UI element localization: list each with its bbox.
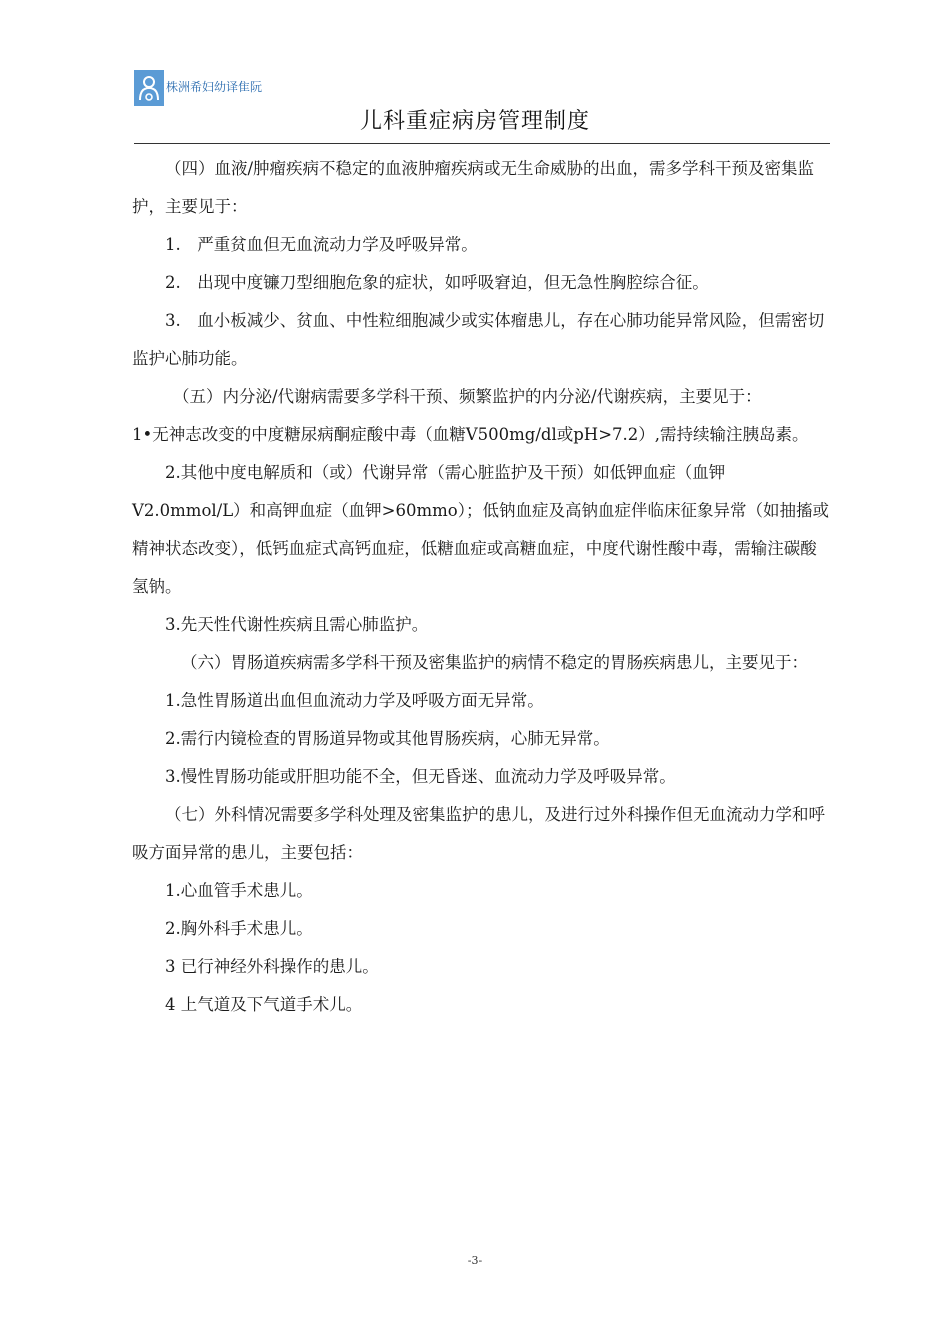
paragraph: 3.慢性胃肠功能或肝胆功能不全，但无昏迷、血流动力学及呼吸异常。 — [165, 767, 676, 786]
paragraph: 3. 血小板减少、贫血、中性粒细胞减少或实体瘤患儿，存在心肺功能异常风险，但需密切监护心肺功能。 — [132, 311, 825, 368]
header-divider — [134, 143, 830, 144]
paragraph: 2. 出现中度镰刀型细胞危象的症状，如呼吸窘迫，但无急性胸腔综合征。 — [165, 273, 709, 292]
hospital-logo-icon — [134, 70, 164, 106]
paragraph: 2.其他中度电解质和（或）代谢异常（需心脏监护及干预）如低钾血症（血钾V2.0mmol/L）和高钾血症（血钾>60mmo）；低钠血症及高钠血症伴临床征象异常（如抽搐或精神状态改变），低钙血症式高钙血症，低糖血症或高糖血症，中度代谢性酸中毒，需输注碳酸氢钠。 — [132, 463, 829, 596]
paragraph: （五）内分泌/代谢病需要多学科干预、频繁监护的内分泌/代谢疾病，主要见于： — [173, 387, 762, 406]
page-number: -3- — [467, 1254, 483, 1267]
paragraph: 3 已行神经外科操作的患儿。 — [165, 957, 379, 976]
paragraph: （六）胃肠道疾病需多学科干预及密集监护的病情不稳定的胃肠疾病患儿，主要见于： — [181, 653, 808, 672]
paragraph: 1•无神志改变的中度糖尿病酮症酸中毒（血糖V500mg/dl或pH>7.2）,需持续输注胰岛素。 — [132, 425, 809, 444]
paragraph: 2.需行内镜检查的胃肠道异物或其他胃肠疾病，心肺无异常。 — [165, 729, 610, 748]
paragraph: 1.急性胃肠道出血但血流动力学及呼吸方面无异常。 — [165, 691, 544, 710]
paragraph: 2.胸外科手术患儿。 — [165, 919, 313, 938]
paragraph: 1.心血管手术患儿。 — [165, 881, 313, 900]
paragraph: 1. 严重贫血但无血流动力学及呼吸异常。 — [165, 235, 478, 254]
paragraph: （七）外科情况需要多学科处理及密集监护的患儿，及进行过外科操作但无血流动力学和呼吸方面异常的患儿，主要包括： — [132, 805, 825, 862]
paragraph: 3.先天性代谢性疾病且需心肺监护。 — [165, 615, 429, 634]
document-body — [132, 150, 832, 1024]
hospital-name: 株洲希妇幼译隹阮 — [166, 80, 263, 94]
document-title: 儿科重症病房管理制度 — [359, 109, 590, 134]
paragraph: （四）血液/肿瘤疾病不稳定的血液肿瘤疾病或无生命威胁的出血，需多学科干预及密集监护，主要见于： — [132, 159, 815, 216]
paragraph: 4 上气道及下气道手术儿。 — [165, 995, 363, 1014]
